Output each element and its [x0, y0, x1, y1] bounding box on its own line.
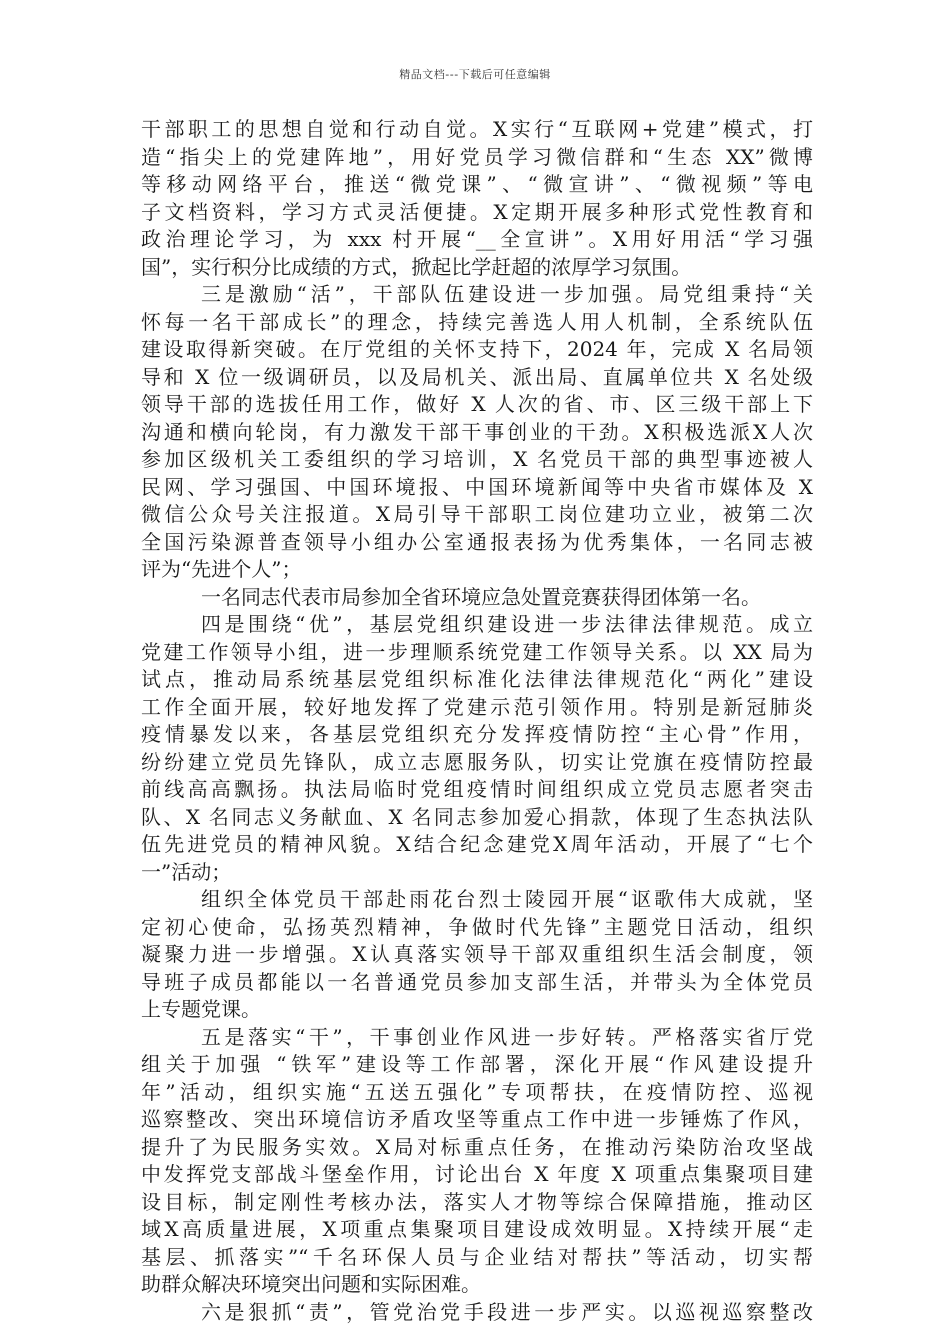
document-body — [141, 116, 813, 1326]
text-line: 子文档资料，学习方式灵活便捷。X定期开展多种形式党性教育和 — [141, 199, 813, 224]
text-line: 助群众解决环境突出问题和实际困难。 — [141, 1272, 481, 1296]
text-line: 怀每一名干部成长”的理念，持续完善选人用人机制，全系统队伍 — [141, 309, 813, 334]
text-line: 建设取得新突破。在厅党组的关怀支持下，2024 年，完成 X 名局领 — [141, 337, 813, 361]
text-line: 组关于加强 “铁军”建设等工作部署，深化开展“作风建设提升 — [141, 1052, 813, 1076]
text-line: 纷纷建立党员先锋队，成立志愿服务队，切实让党旗在疫情防控最 — [141, 749, 813, 774]
text-line: 巡察整改、突出环境信访矛盾攻坚等重点工作中进一步锤炼了作风， — [141, 1107, 813, 1131]
page-header: 精品文档---下载后可任意编辑 — [399, 68, 551, 81]
text-line: 政治理论学习，为 xxx 村开展“__全宣讲”。X用好用活“学习强 — [141, 227, 813, 251]
text-line: 试点，推动局系统基层党组织标准化法律法律规范化“两化”建设 — [141, 667, 813, 691]
text-line: 一”活动； — [141, 859, 232, 884]
text-line: 微信公众号关注报道。X局引导干部职工岗位建功立业，被第二次 — [141, 502, 813, 526]
text-line: 队、X 名同志义务献血、X 名同志参加爱心捐款，体现了生态执法队 — [141, 804, 813, 829]
text-line: 国”，实行积分比成绩的方式，掀起比学赶超的浓厚学习氛围。 — [141, 254, 692, 279]
text-line: 全国污染源普查领导小组办公室通报表扬为优秀集体，一名同志被 — [141, 529, 813, 554]
text-line: 造“指尖上的党建阵地”，用好党员学习微信群和“生态 XX”微博 — [141, 144, 813, 169]
text-line: 组织全体党员干部赴雨花台烈士陵园开展“讴歌伟大成就，坚 — [201, 887, 813, 911]
text-line: 中发挥党支部战斗堡垒作用，讨论出台 X 年度 X 项重点集聚项目建 — [141, 1162, 813, 1186]
text-line: 域X高质量进展，X项重点集聚项目建设成效明显。X持续开展“走 — [141, 1217, 813, 1241]
text-line: 党建工作领导小组，进一步理顺系统党建工作领导关系。以 XX 局为 — [141, 639, 813, 664]
text-line: 凝聚力进一步增强。X认真落实领导干部双重组织生活会制度，领 — [141, 942, 813, 966]
text-line: 四是围绕“优”，基层党组织建设进一步法律法律规范。成立 — [201, 612, 813, 636]
text-line: 上专题党课。 — [141, 997, 261, 1021]
text-line: 领导干部的选拔任用工作，做好 X 人次的省、市、区三级干部上下 — [141, 392, 813, 416]
text-line: 沟通和横向轮岗，有力激发干部干事创业的干劲。X积极选派X人次 — [141, 419, 813, 444]
text-line: 伍先进党员的精神风貌。X结合纪念建党X周年活动，开展了“七个 — [141, 832, 813, 856]
text-line: 前线高高飘扬。执法局临时党组疫情时间组织成立党员志愿者突击 — [141, 777, 813, 801]
text-line: 六是狠抓“责”，管党治党手段进一步严实。以巡视巡察整改 — [201, 1299, 813, 1324]
text-line: 干部职工的思想自觉和行动自觉。X实行“互联网+党建”模式，打 — [141, 117, 813, 141]
text-line: 基层、抓落实”“千名环保人员与企业结对帮扶”等活动，切实帮 — [141, 1244, 813, 1269]
text-line: 提升了为民服务实效。X局对标重点任务，在推动污染防治攻坚战 — [141, 1134, 813, 1159]
text-line: 参加区级机关工委组织的学习培训，X 名党员干部的典型事迹被人 — [141, 447, 813, 471]
text-line: 五是落实“干”，干事创业作风进一步好转。严格落实省厅党 — [201, 1024, 813, 1049]
text-line: 疫情暴发以来，各基层党组织充分发挥疫情防控“主心骨”作用， — [141, 722, 813, 746]
text-line: 设目标，制定刚性考核办法，落实人才物等综合保障措施，推动区 — [141, 1189, 813, 1214]
text-line: 三是激励“活”，干部队伍建设进一步加强。局党组秉持“关 — [201, 282, 813, 306]
text-line: 导和 X 位一级调研员，以及局机关、派出局、直属单位共 X 名处级 — [141, 364, 813, 389]
text-line: 一名同志代表市局参加全省环境应急处置竞赛获得团体第一名。 — [201, 584, 761, 609]
text-line: 评为“先进个人”； — [141, 557, 302, 581]
text-line: 工作全面开展，较好地发挥了党建示范引领作用。特别是新冠肺炎 — [141, 694, 813, 719]
text-line: 民网、学习强国、中国环境报、中国环境新闻等中央省市媒体及 X — [141, 474, 813, 499]
text-line: 定初心使命，弘扬英烈精神，争做时代先锋”主题党日活动，组织 — [141, 914, 813, 939]
text-line: 等移动网络平台，推送“微党课”、“微宣讲”、“微视频”等电 — [141, 172, 813, 196]
text-line: 年”活动，组织实施“五送五强化”专项帮扶，在疫情防控、巡视 — [141, 1079, 813, 1104]
text-line: 导班子成员都能以一名普通党员参加支部生活，并带头为全体党员 — [141, 969, 813, 994]
